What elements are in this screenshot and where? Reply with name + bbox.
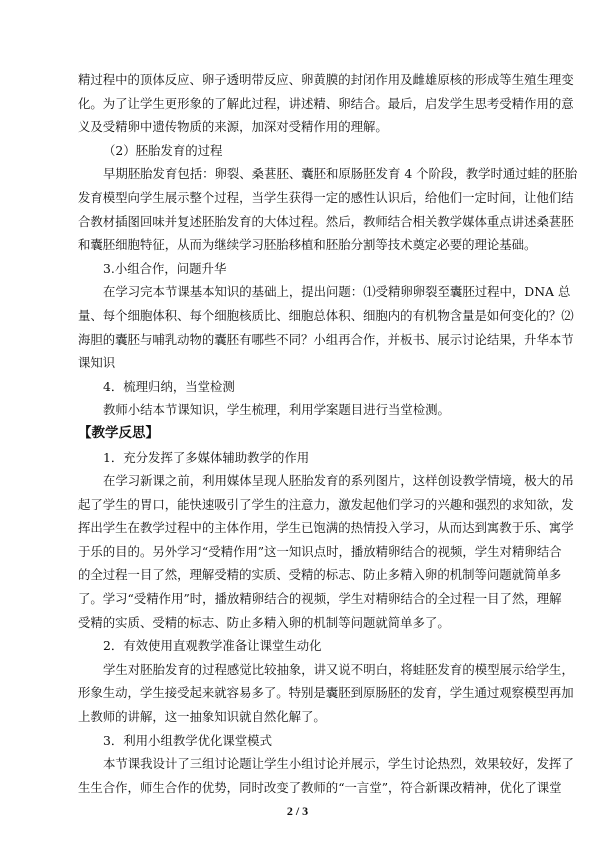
- text-line: 在学习新课之前，利用媒体呈现人胚胎发育的系列图片，这样创设教学情境，极大的吊: [103, 473, 574, 489]
- text-line: 学生对胚胎发育的过程感觉比较抽象，讲又说不明白，将蛙胚发育的模型展示给学生，: [103, 661, 574, 677]
- section-heading: 【教学反思】: [78, 424, 159, 441]
- text-line: 发育模型向学生展示整个过程，当学生获得一定的感性认识后，给他们一定时间，让他们结: [78, 189, 574, 205]
- text-line: 课知识: [78, 355, 116, 371]
- text-line: 起了学生的胃口，能快速吸引了学生的注意力，激发起他们学习的兴趣和强烈的求知欲，发: [78, 496, 574, 512]
- text-line: 上教师的讲解，这一抽象知识就自然化解了。: [78, 709, 326, 725]
- text-line: 受精的实质、受精的标志、防止多精入卵的机制等问题就简单多了。: [78, 614, 450, 630]
- text-line: 化。为了让学生更形象的了解此过程，讲述精、卵结合。最后，启发学生思考受精作用的意: [78, 95, 574, 111]
- text-line: 1．充分发挥了多媒体辅助教学的作用: [103, 449, 310, 465]
- text-line: 于乐的目的。另外学习“受精作用”这一知识点时，播放精卵结合的视频，学生对精卵结合: [78, 543, 562, 559]
- text-line: 生生合作，师生合作的优势，同时改变了教师的“一言堂”，符合新课改精神，优化了课堂: [78, 779, 562, 795]
- text-line: 4．梳理归纳，当堂检测: [103, 378, 235, 394]
- page-number: 2 / 3: [286, 804, 309, 818]
- text-line: 和囊胚细胞特征，从而为继续学习胚胎移植和胚胎分割等技术奠定必要的理论基础。: [78, 237, 537, 253]
- text-line: 3．利用小组教学优化课堂模式: [103, 732, 272, 748]
- text-line: （2）胚胎发育的过程: [103, 142, 223, 158]
- text-line: 教师小结本节课知识，学生梳理，利用学案题目进行当堂检测。: [103, 402, 450, 418]
- text-line: 合教材插图回味并复述胚胎发育的大体过程。然后，教师结合相关教学媒体重点讲述桑葚胚: [78, 213, 574, 229]
- text-line: 的全过程一目了然，理解受精的实质、受精的标志、防止多精入卵的机制等问题就简单多: [78, 567, 562, 583]
- text-line: 形象生动，学生接受起来就容易多了。特别是囊胚到原肠胚的发育，学生通过观察模型再加: [78, 685, 574, 701]
- text-line: 了。学习“受精作用”时，播放精卵结合的视频，学生对精卵结合的全过程一目了然，理解: [78, 591, 562, 607]
- document-body: [78, 68, 578, 799]
- text-line: 2．有效使用直观教学准备让课堂生动化: [103, 638, 322, 654]
- text-line: 精过程中的顶体反应、卵子透明带反应、卵黄膜的封闭作用及雌雄原核的形成等生殖生理变: [78, 72, 574, 87]
- text-line: 挥出学生在教学过程中的主体作用，学生已饱满的热情投入学习，从而达到寓教于乐、寓学: [78, 520, 574, 536]
- text-line: 本节课我设计了三组讨论题让学生小组讨论并展示，学生讨论热烈，效果较好，发挥了: [103, 756, 574, 772]
- text-line: 在学习完本节课基本知识的基础上，提出问题：⑴受精卵卵裂至囊胚过程中，DNA 总: [103, 284, 571, 300]
- text-line: 义及受精卵中遗传物质的来源，加深对受精作用的理解。: [78, 119, 388, 135]
- text-line: 量、每个细胞体积、每个细胞核质比、细胞总体积、细胞内的有机物含量是如何变化的？⑵: [78, 307, 574, 323]
- text-line: 3.小组合作，问题升华: [103, 260, 227, 276]
- text-line: 早期胚胎发育包括：卵裂、桑葚胚、囊胚和原肠胚发育 4 个阶段，教学时通过蛙的胚胎: [103, 166, 578, 182]
- text-line: 海胆的囊胚与哺乳动物的囊胚有哪些不同？小组再合作，并板书、展示讨论结果，升华本节: [78, 331, 574, 347]
